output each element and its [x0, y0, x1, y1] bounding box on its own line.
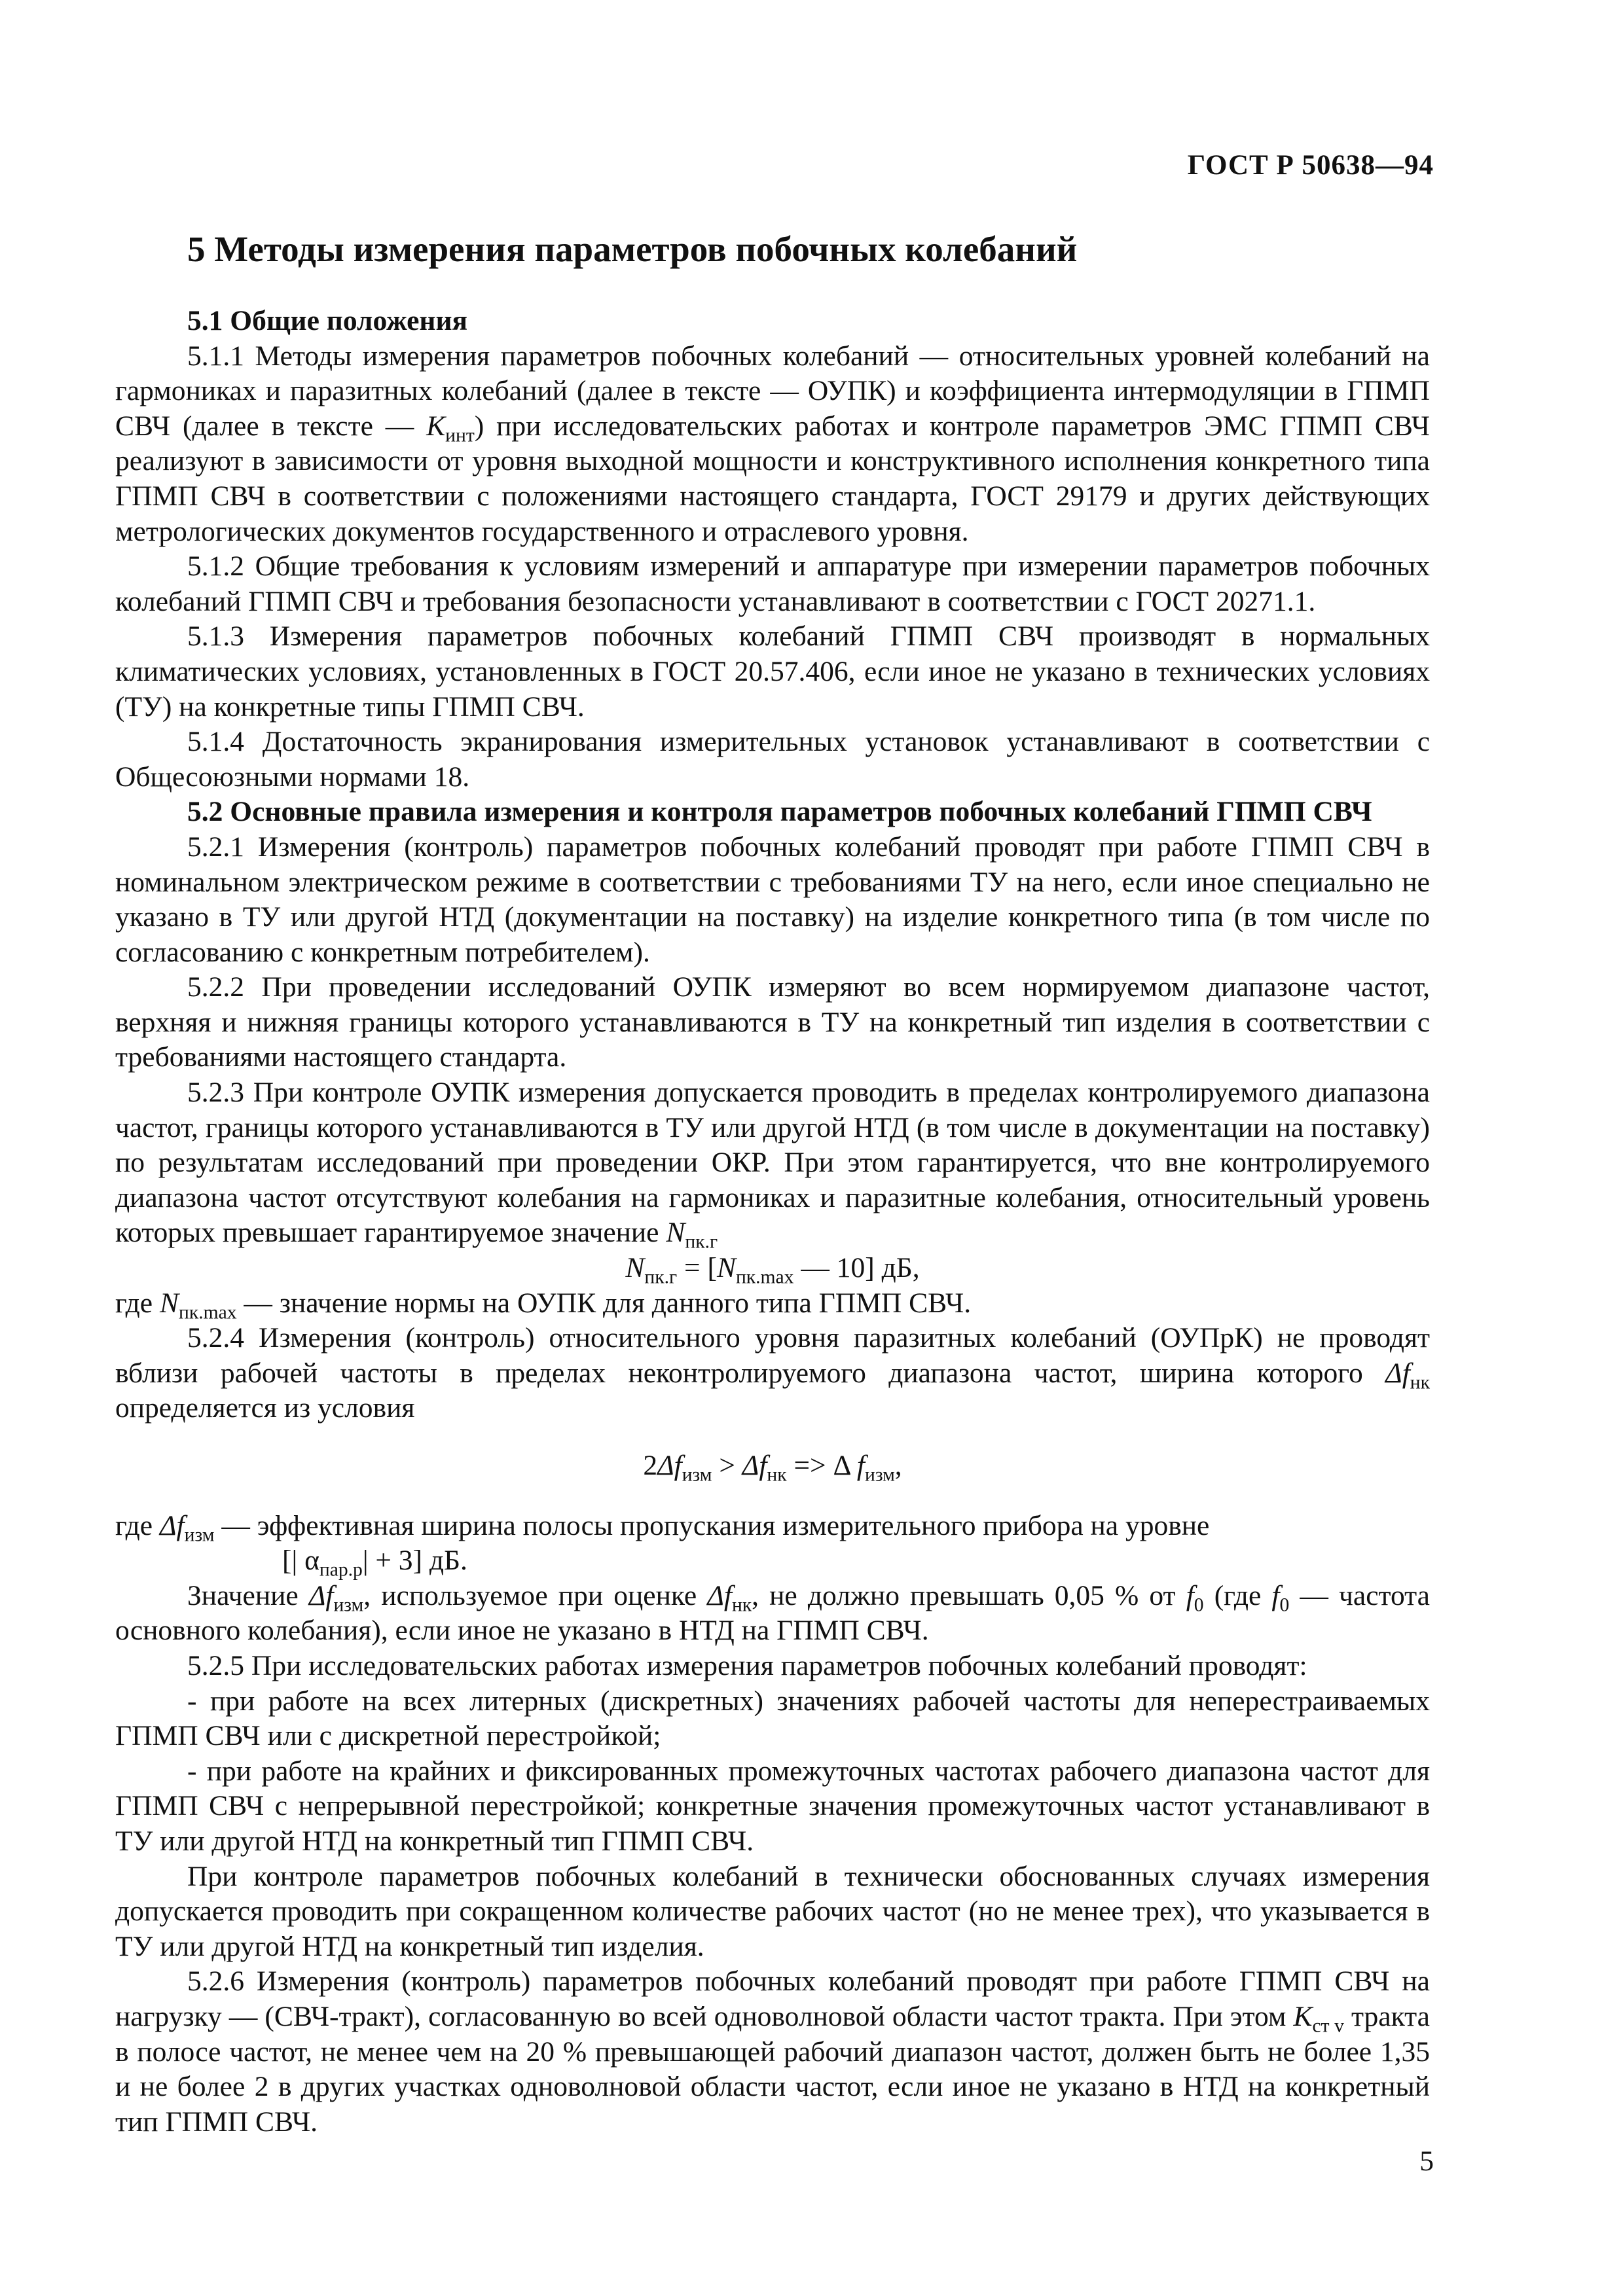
subsection-title-5-2: 5.2 Основные правила измерения и контроля параметров побочных колебаний ГПМП СВЧ: [187, 796, 1372, 828]
formula-explanation-dfizm: где $\Delta f_{изм}$ — эффективная ширина полосы пропускания измерительного прибора на уровне: [115, 1509, 1210, 1546]
paragraph-control-reduced: При контроле параметров побочных колебаний в технически обоснованных случаях измерения допускается проводить при сокращенном количестве рабочих частот (но не менее трех), что указывается в ТУ или другой НТД на конкретный тип изделия.: [115, 1860, 1430, 1962]
paragraph-5-2-6: 5.2.6 Измерения (контроль) параметров побочных колебаний проводят при работе ГПМП СВЧ на нагрузку — (СВЧ-тракт), согласованную во всей одноволновой области частот тракта. При этом $K_{ст v}$ тракта в полосе частот, не менее чем на 20 % превышающей рабочий диапазон частот, должен быть не более 1,35 и не более 2 в других участках одноволновой области частот, если иное не указано в НТД на конкретный тип ГПМП СВЧ.: [115, 1965, 1430, 2138]
section-title: 5 Методы измерения параметров побочных колебаний: [187, 229, 1078, 269]
formula-explanation-npkmax: где $N_{пк.max}$ — значение нормы на ОУПК для данного типа ГПМП СВЧ.: [115, 1287, 972, 1323]
list-item: - при работе на крайних и фиксированных промежуточных частотах рабочего диапазона частот для ГПМП СВЧ с непрерывной перестройкой; конкретные значения промежуточных частот устанавливают в ТУ или другой НТД на конкретный тип ГПМП СВЧ.: [115, 1755, 1430, 1857]
formula-explanation-level: [| $\alpha_{пар.р}| + 3$] дБ.: [282, 1545, 467, 1581]
paragraph-5-2-2: 5.2.2 При проведении исследований ОУПК измеряют во всем нормируемом диапазоне частот, верхняя и нижняя границы которого устанавливаются в ТУ на конкретный тип изделия в соответствии с требованиями настоящего стандарта.: [115, 971, 1430, 1073]
paragraph-5-2-3: 5.2.3 При контроле ОУПК измерения допускается проводить в пределах контролируемого диапазона частот, границы которого устанавливаются в ТУ или другой НТД (в том числе в документации на поставку) по результатам исследований при проведении ОКР. При этом гарантируется, что вне контролируемого диапазона частот отсутствуют колебания на гармониках и паразитные колебания, относительный уровень которых превышает гарантируемое значение $N_{пк.г}$: [115, 1077, 1430, 1253]
document-code: ГОСТ Р 50638—94: [1187, 150, 1434, 181]
paragraph-5-2-4: 5.2.4 Измерения (контроль) относительного уровня паразитных колебаний (ОУПрК) не проводят вблизи рабочей частоты в пределах неконтролируемого диапазона частот, ширина которого $\Delta f_{нк}$ определяется из условия: [115, 1322, 1430, 1424]
paragraph-5-1-1: 5.1.1 Методы измерения параметров побочных колебаний — относительных уровней колебаний на гармониках и паразитных колебаний (далее в тексте — ОУПК) и коэффициента интермодуляции в ГПМП СВЧ (далее в тексте — $K_{инт}$) при исследовательских работах и контроле параметров ЭМС ГПМП СВЧ реализуют в зависимости от уровня выходной мощности и конструктивного исполнения конкретного типа ГПМП СВЧ в соответствии с положениями настоящего стандарта, ГОСТ 29179 и других действующих метрологических документов государственного и отраслевого уровня.: [115, 340, 1430, 547]
paragraph-5-1-4: 5.1.4 Достаточность экранирования измерительных установок устанавливают в соответствии с Общесоюзными нормами 18.: [115, 726, 1430, 793]
paragraph-5-1-2: 5.1.2 Общие требования к условиям измерений и аппаратуре при измерении параметров побочных колебаний ГПМП СВЧ и требования безопасности устанавливают в соответствии с ГОСТ 20271.1.: [115, 550, 1430, 617]
page-body: [115, 226, 1430, 2140]
paragraph-5-2-1: 5.2.1 Измерения (контроль) параметров побочных колебаний проводят при работе ГПМП СВЧ в номинальном электрическом режиме в соответствии с требованиями ТУ на него, если иное специально не указано в ТУ или другой НТД (документации на поставку) на изделие конкретного типа (в том числе по согласованию с конкретным потребителем).: [115, 831, 1430, 968]
subsection-title-5-1: 5.1 Общие положения: [187, 305, 468, 336]
formula-df-condition: $2\Delta f_{изм} > \Delta f_{нк} => \Delta$ $f_{изм}$,: [643, 1450, 902, 1486]
paragraph-dfizm-value: Значение $\Delta f_{изм}$, используемое при оценке $\Delta f_{нк}$, не должно превышать 0,05 % от $f_0$ (где $f_0$ — частота основного колебания), если иное не указано в НТД на ГПМП СВЧ.: [115, 1579, 1430, 1647]
list-item: - при работе на всех литерных (дискретных) значениях рабочей частоты для неперестраиваемых ГПМП СВЧ или с дискретной перестройкой;: [115, 1685, 1430, 1752]
page-number: 5: [1419, 2145, 1434, 2177]
formula-npk: $N_{пк.г} = [N_{пк.max}$ — 10] дБ,: [625, 1252, 920, 1288]
paragraph-5-1-3: 5.1.3 Измерения параметров побочных колебаний ГПМП СВЧ производят в нормальных климатических условиях, установленных в ГОСТ 20.57.406, если иное не указано в технических условиях (ТУ) на конкретные типы ГПМП СВЧ.: [115, 620, 1430, 723]
paragraph-5-2-5: 5.2.5 При исследовательских работах измерения параметров побочных колебаний проводят:: [187, 1649, 1307, 1681]
